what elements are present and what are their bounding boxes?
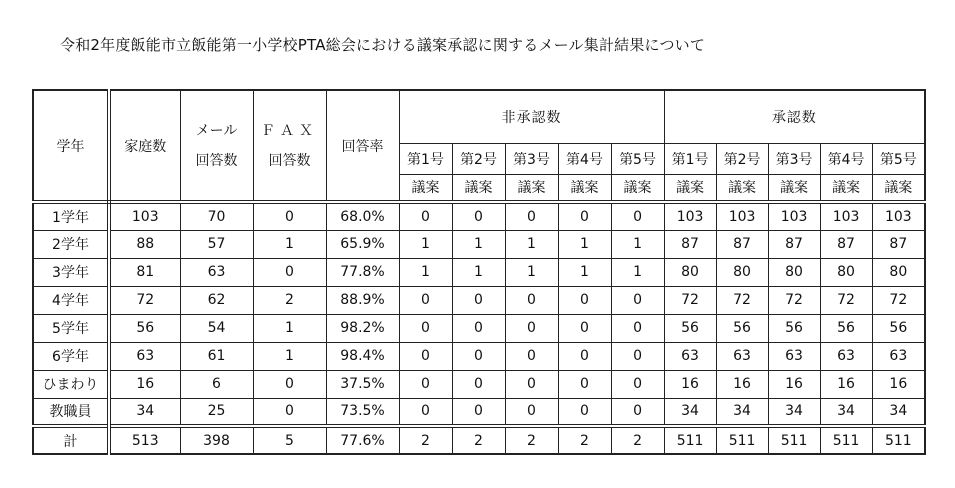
header-grade: 学年 — [33, 90, 109, 202]
approved-proposal-1-cell: 80 — [664, 258, 716, 286]
approved-proposal-3-cell: 34 — [768, 398, 820, 426]
approved-proposal-4-cell: 72 — [820, 286, 872, 314]
mail-count-cell: 63 — [180, 258, 253, 286]
grade-cell: 1学年 — [33, 202, 109, 230]
approved-proposal-5-cell: 87 — [872, 230, 925, 258]
disapproved-proposal-4-cell: 1 — [558, 258, 611, 286]
approved-proposal-2-cell: 16 — [716, 370, 768, 398]
header-dis-proposal-5: 第5号 — [611, 143, 664, 174]
header-app-proposal-suffix-5: 議案 — [872, 174, 925, 202]
grade-cell: 3学年 — [33, 258, 109, 286]
approved-proposal-2-cell: 103 — [716, 202, 768, 230]
disapproved-proposal-3-cell: 2 — [505, 426, 558, 454]
header-fax — [253, 90, 326, 202]
header-fax-line1: ＦＡＸ — [261, 122, 318, 139]
approved-proposal-2-cell: 511 — [716, 426, 768, 454]
header-app-proposal-suffix-4: 議案 — [820, 174, 872, 202]
approved-proposal-3-cell: 72 — [768, 286, 820, 314]
approved-proposal-5-cell: 56 — [872, 314, 925, 342]
disapproved-proposal-3-cell: 1 — [505, 230, 558, 258]
fax-count-cell: 1 — [253, 314, 326, 342]
disapproved-proposal-4-cell: 0 — [558, 370, 611, 398]
households-cell: 513 — [109, 426, 180, 454]
page-title: 令和2年度飯能市立飯能第一小学校PTA総会における議案承認に関するメール集計結果について — [60, 36, 706, 54]
disapproved-proposal-5-cell: 0 — [611, 286, 664, 314]
mail-count-cell: 70 — [180, 202, 253, 230]
header-dis-proposal-suffix-1: 議案 — [399, 174, 452, 202]
approved-proposal-1-cell: 56 — [664, 314, 716, 342]
disapproved-proposal-4-cell: 0 — [558, 314, 611, 342]
header-dis-proposal-suffix-2: 議案 — [452, 174, 505, 202]
approved-proposal-1-cell: 34 — [664, 398, 716, 426]
disapproved-proposal-1-cell: 0 — [399, 398, 452, 426]
disapproved-proposal-1-cell: 2 — [399, 426, 452, 454]
approved-proposal-3-cell: 511 — [768, 426, 820, 454]
response-rate-cell: 98.2% — [326, 314, 399, 342]
disapproved-proposal-2-cell: 0 — [452, 286, 505, 314]
disapproved-proposal-5-cell: 0 — [611, 202, 664, 230]
disapproved-proposal-5-cell: 2 — [611, 426, 664, 454]
header-rate: 回答率 — [326, 90, 399, 202]
mail-count-cell: 6 — [180, 370, 253, 398]
response-rate-cell: 88.9% — [326, 286, 399, 314]
approved-proposal-5-cell: 80 — [872, 258, 925, 286]
fax-count-cell: 1 — [253, 230, 326, 258]
fax-count-cell: 0 — [253, 202, 326, 230]
disapproved-proposal-3-cell: 1 — [505, 258, 558, 286]
households-cell: 63 — [109, 342, 180, 370]
header-app-proposal-suffix-3: 議案 — [768, 174, 820, 202]
approved-proposal-5-cell: 34 — [872, 398, 925, 426]
disapproved-proposal-5-cell: 0 — [611, 342, 664, 370]
approved-proposal-5-cell: 103 — [872, 202, 925, 230]
disapproved-proposal-2-cell: 0 — [452, 342, 505, 370]
approved-proposal-2-cell: 72 — [716, 286, 768, 314]
table-row — [33, 286, 925, 314]
fax-count-cell: 2 — [253, 286, 326, 314]
mail-count-cell: 398 — [180, 426, 253, 454]
households-cell: 81 — [109, 258, 180, 286]
approved-proposal-4-cell: 511 — [820, 426, 872, 454]
response-rate-cell: 37.5% — [326, 370, 399, 398]
disapproved-proposal-3-cell: 0 — [505, 314, 558, 342]
approved-proposal-2-cell: 34 — [716, 398, 768, 426]
total-row — [33, 426, 925, 454]
response-rate-cell: 77.8% — [326, 258, 399, 286]
households-cell: 103 — [109, 202, 180, 230]
header-app-proposal-1: 第1号 — [664, 143, 716, 174]
table-row — [33, 230, 925, 258]
header-dis-proposal-1: 第1号 — [399, 143, 452, 174]
approved-proposal-3-cell: 103 — [768, 202, 820, 230]
mail-count-cell: 62 — [180, 286, 253, 314]
results-table — [32, 89, 926, 455]
table-row — [33, 398, 925, 426]
disapproved-proposal-2-cell: 0 — [452, 370, 505, 398]
approved-proposal-5-cell: 511 — [872, 426, 925, 454]
disapproved-proposal-4-cell: 0 — [558, 286, 611, 314]
header-app-proposal-2: 第2号 — [716, 143, 768, 174]
disapproved-proposal-4-cell: 0 — [558, 202, 611, 230]
disapproved-proposal-2-cell: 0 — [452, 398, 505, 426]
disapproved-proposal-1-cell: 0 — [399, 314, 452, 342]
approved-proposal-4-cell: 80 — [820, 258, 872, 286]
approved-proposal-3-cell: 56 — [768, 314, 820, 342]
disapproved-proposal-2-cell: 2 — [452, 426, 505, 454]
table-row — [33, 258, 925, 286]
response-rate-cell: 77.6% — [326, 426, 399, 454]
disapproved-proposal-1-cell: 1 — [399, 258, 452, 286]
approved-proposal-4-cell: 103 — [820, 202, 872, 230]
approved-proposal-1-cell: 511 — [664, 426, 716, 454]
approved-proposal-2-cell: 80 — [716, 258, 768, 286]
header-dis-proposal-3: 第3号 — [505, 143, 558, 174]
disapproved-proposal-1-cell: 0 — [399, 286, 452, 314]
approved-proposal-5-cell: 63 — [872, 342, 925, 370]
approved-proposal-2-cell: 63 — [716, 342, 768, 370]
approved-proposal-5-cell: 72 — [872, 286, 925, 314]
disapproved-proposal-5-cell: 0 — [611, 398, 664, 426]
grade-cell: 2学年 — [33, 230, 109, 258]
disapproved-proposal-3-cell: 0 — [505, 202, 558, 230]
mail-count-cell: 25 — [180, 398, 253, 426]
header-households: 家庭数 — [109, 90, 180, 202]
approved-proposal-1-cell: 16 — [664, 370, 716, 398]
grade-cell: 6学年 — [33, 342, 109, 370]
mail-count-cell: 54 — [180, 314, 253, 342]
header-dis-proposal-4: 第4号 — [558, 143, 611, 174]
approved-proposal-4-cell: 87 — [820, 230, 872, 258]
fax-count-cell: 5 — [253, 426, 326, 454]
disapproved-proposal-3-cell: 0 — [505, 370, 558, 398]
approved-proposal-1-cell: 103 — [664, 202, 716, 230]
table-row — [33, 370, 925, 398]
approved-proposal-3-cell: 63 — [768, 342, 820, 370]
approved-proposal-1-cell: 63 — [664, 342, 716, 370]
header-mail-line2: 回答数 — [195, 152, 238, 169]
disapproved-proposal-2-cell: 1 — [452, 258, 505, 286]
table-row — [33, 342, 925, 370]
disapproved-proposal-5-cell: 1 — [611, 258, 664, 286]
table-row — [33, 202, 925, 230]
approved-proposal-2-cell: 87 — [716, 230, 768, 258]
disapproved-proposal-2-cell: 0 — [452, 314, 505, 342]
header-fax-line2: 回答数 — [268, 152, 311, 169]
fax-count-cell: 0 — [253, 258, 326, 286]
header-dis-proposal-2: 第2号 — [452, 143, 505, 174]
approved-proposal-3-cell: 87 — [768, 230, 820, 258]
households-cell: 72 — [109, 286, 180, 314]
approved-proposal-4-cell: 34 — [820, 398, 872, 426]
header-app-proposal-3: 第3号 — [768, 143, 820, 174]
header-app-proposal-suffix-1: 議案 — [664, 174, 716, 202]
header-dis-proposal-suffix-3: 議案 — [505, 174, 558, 202]
disapproved-proposal-2-cell: 1 — [452, 230, 505, 258]
table-row — [33, 314, 925, 342]
header-dis-proposal-suffix-5: 議案 — [611, 174, 664, 202]
response-rate-cell: 68.0% — [326, 202, 399, 230]
disapproved-proposal-4-cell: 0 — [558, 342, 611, 370]
header-mail-line1: メール — [195, 122, 238, 139]
grade-cell: 計 — [33, 426, 109, 454]
disapproved-proposal-1-cell: 1 — [399, 230, 452, 258]
disapproved-proposal-1-cell: 0 — [399, 370, 452, 398]
disapproved-proposal-5-cell: 0 — [611, 314, 664, 342]
disapproved-proposal-1-cell: 0 — [399, 342, 452, 370]
header-dis-proposal-suffix-4: 議案 — [558, 174, 611, 202]
disapproved-proposal-3-cell: 0 — [505, 286, 558, 314]
grade-cell: ひまわり — [33, 370, 109, 398]
disapproved-proposal-2-cell: 0 — [452, 202, 505, 230]
disapproved-proposal-1-cell: 0 — [399, 202, 452, 230]
approved-proposal-1-cell: 87 — [664, 230, 716, 258]
approved-proposal-4-cell: 56 — [820, 314, 872, 342]
header-disapproved: 非承認数 — [399, 90, 664, 143]
response-rate-cell: 65.9% — [326, 230, 399, 258]
header-mail — [180, 90, 253, 202]
fax-count-cell: 0 — [253, 370, 326, 398]
header-app-proposal-5: 第5号 — [872, 143, 925, 174]
disapproved-proposal-4-cell: 0 — [558, 398, 611, 426]
approved-proposal-4-cell: 16 — [820, 370, 872, 398]
disapproved-proposal-4-cell: 2 — [558, 426, 611, 454]
disapproved-proposal-3-cell: 0 — [505, 398, 558, 426]
header-approved: 承認数 — [664, 90, 925, 143]
header-app-proposal-suffix-2: 議案 — [716, 174, 768, 202]
households-cell: 16 — [109, 370, 180, 398]
approved-proposal-3-cell: 80 — [768, 258, 820, 286]
grade-cell: 4学年 — [33, 286, 109, 314]
grade-cell: 教職員 — [33, 398, 109, 426]
fax-count-cell: 1 — [253, 342, 326, 370]
response-rate-cell: 98.4% — [326, 342, 399, 370]
disapproved-proposal-3-cell: 0 — [505, 342, 558, 370]
disapproved-proposal-5-cell: 1 — [611, 230, 664, 258]
mail-count-cell: 57 — [180, 230, 253, 258]
disapproved-proposal-4-cell: 1 — [558, 230, 611, 258]
approved-proposal-1-cell: 72 — [664, 286, 716, 314]
approved-proposal-5-cell: 16 — [872, 370, 925, 398]
mail-count-cell: 61 — [180, 342, 253, 370]
approved-proposal-2-cell: 56 — [716, 314, 768, 342]
grade-cell: 5学年 — [33, 314, 109, 342]
approved-proposal-3-cell: 16 — [768, 370, 820, 398]
households-cell: 34 — [109, 398, 180, 426]
households-cell: 56 — [109, 314, 180, 342]
fax-count-cell: 0 — [253, 398, 326, 426]
approved-proposal-4-cell: 63 — [820, 342, 872, 370]
header-app-proposal-4: 第4号 — [820, 143, 872, 174]
response-rate-cell: 73.5% — [326, 398, 399, 426]
disapproved-proposal-5-cell: 0 — [611, 370, 664, 398]
households-cell: 88 — [109, 230, 180, 258]
